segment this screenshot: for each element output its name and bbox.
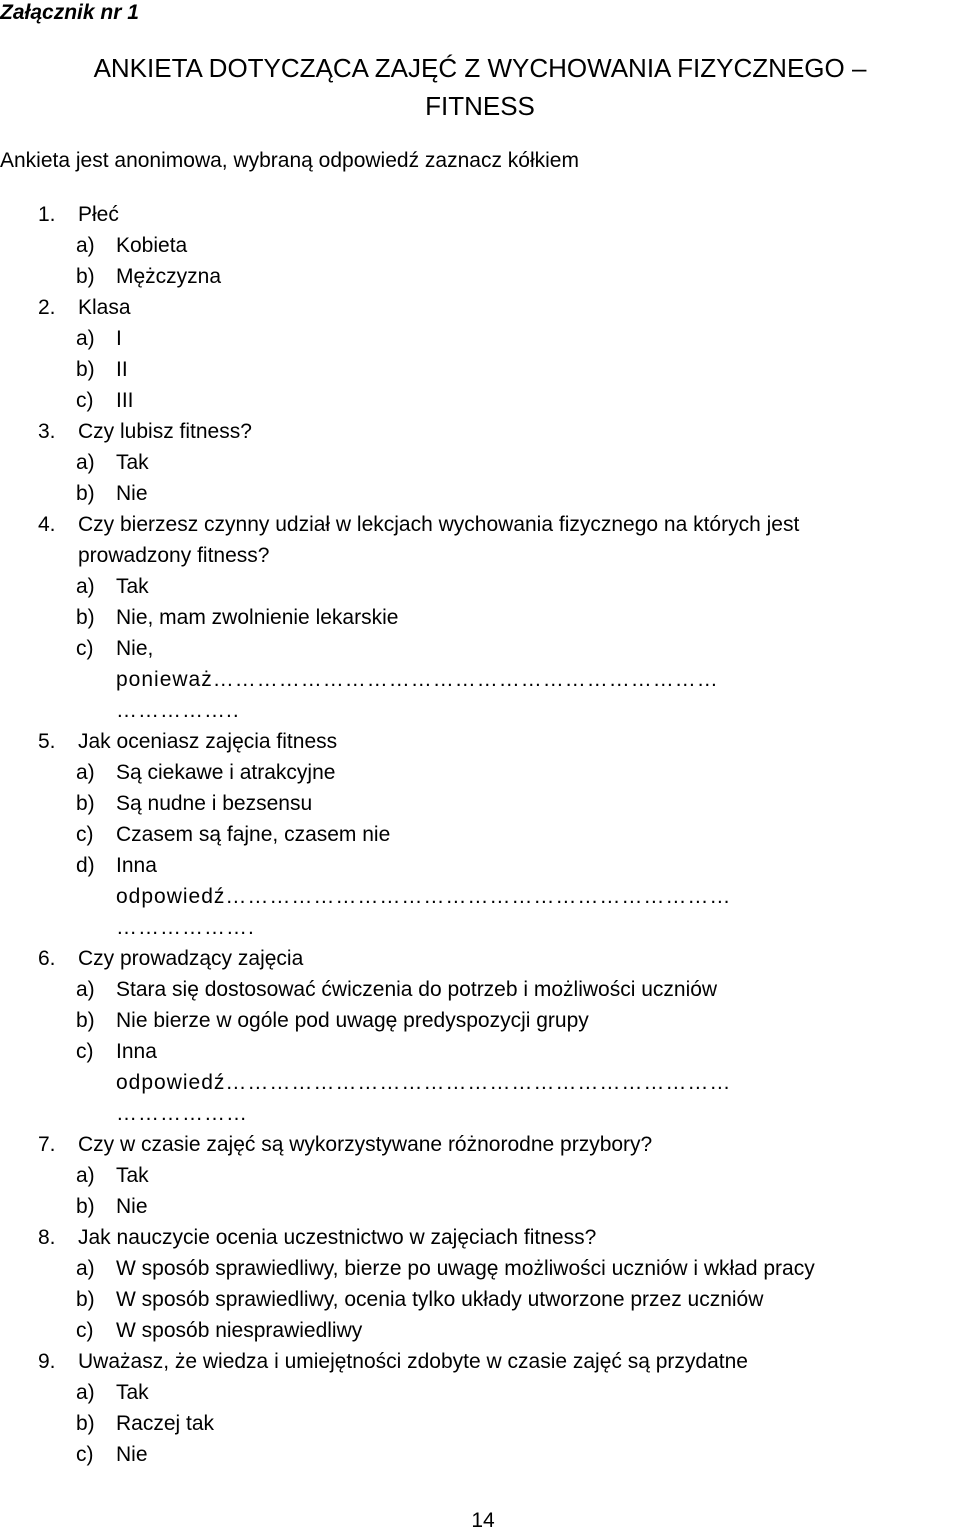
question-number: 1. xyxy=(38,203,56,226)
answer-fill-line[interactable] xyxy=(0,1070,960,1096)
fill-in-dots: odpowiedź…………………………………………………………… xyxy=(116,1071,732,1094)
option-letter: c) xyxy=(76,1443,94,1466)
question-text: Czy w czasie zajęć są wykorzystywane różnorodne przybory? xyxy=(78,1133,653,1156)
option-text: Nie, xyxy=(116,637,154,660)
answer-option[interactable] xyxy=(0,481,960,507)
question-number: 6. xyxy=(38,947,56,970)
annex-label: Załącznik nr 1 xyxy=(0,1,139,24)
option-text: W sposób sprawiedliwy, ocenia tylko układy utworzone przez uczniów xyxy=(116,1288,764,1311)
question-text: Jak oceniasz zajęcia fitness xyxy=(78,730,338,753)
option-text: Tak xyxy=(116,451,149,474)
option-letter: a) xyxy=(76,327,95,350)
answer-fill-line-2[interactable] xyxy=(0,1101,960,1127)
question-text: Uważasz, że wiedza i umiejętności zdobyte w czasie zajęć są przydatne xyxy=(78,1350,748,1373)
answer-fill-line[interactable] xyxy=(0,667,960,693)
option-letter: b) xyxy=(76,1288,95,1311)
question-6 xyxy=(0,946,960,972)
option-text: Tak xyxy=(116,575,149,598)
option-text: W sposób sprawiedliwy, bierze po uwagę możliwości uczniów i wkład pracy xyxy=(116,1257,815,1280)
option-letter: c) xyxy=(76,389,94,412)
answer-option[interactable] xyxy=(0,605,960,631)
fill-in-dots: ……………… xyxy=(116,1102,248,1125)
question-number: 8. xyxy=(38,1226,56,1249)
option-letter: a) xyxy=(76,451,95,474)
answer-option[interactable] xyxy=(0,1039,960,1065)
question-number: 9. xyxy=(38,1350,56,1373)
answer-option[interactable] xyxy=(0,326,960,352)
answer-option[interactable] xyxy=(0,1008,960,1034)
option-text: III xyxy=(116,389,134,412)
option-letter: a) xyxy=(76,1381,95,1404)
answer-option[interactable] xyxy=(0,233,960,259)
option-text: Inna xyxy=(116,854,157,877)
answer-option[interactable] xyxy=(0,388,960,414)
answer-fill-line-2[interactable] xyxy=(0,915,960,941)
option-text: Czasem są fajne, czasem nie xyxy=(116,823,391,846)
option-text: Są ciekawe i atrakcyjne xyxy=(116,761,336,784)
question-9 xyxy=(0,1349,960,1375)
fill-in-dots: ………………. xyxy=(116,916,255,939)
option-letter: d) xyxy=(76,854,95,877)
answer-option[interactable] xyxy=(0,1380,960,1406)
option-letter: a) xyxy=(76,761,95,784)
answer-option[interactable] xyxy=(0,1411,960,1437)
question-text: Czy prowadzący zajęcia xyxy=(78,947,304,970)
option-text: Tak xyxy=(116,1381,149,1404)
answer-option[interactable] xyxy=(0,574,960,600)
option-text: II xyxy=(116,358,128,381)
question-text-continued xyxy=(0,543,960,569)
option-letter: c) xyxy=(76,1319,94,1342)
answer-option[interactable] xyxy=(0,1256,960,1282)
option-text: Nie xyxy=(116,1195,148,1218)
option-letter: b) xyxy=(76,606,95,629)
option-letter: b) xyxy=(76,1195,95,1218)
page-number: 14 xyxy=(471,1509,495,1532)
question-text: Czy bierzesz czynny udział w lekcjach wychowania fizycznego na których jest xyxy=(78,513,800,536)
option-text: Nie xyxy=(116,1443,148,1466)
option-letter: a) xyxy=(76,575,95,598)
option-text: Mężczyzna xyxy=(116,265,222,288)
answer-fill-line-2[interactable] xyxy=(0,698,960,724)
question-text: Czy lubisz fitness? xyxy=(78,420,252,443)
option-letter: a) xyxy=(76,1164,95,1187)
page-title: ANKIETA DOTYCZĄCA ZAJĘĆ Z WYCHOWANIA FIZYCZNEGO – xyxy=(93,53,867,83)
option-text: Tak xyxy=(116,1164,149,1187)
question-4 xyxy=(0,512,960,538)
option-text: W sposób niesprawiedliwy xyxy=(116,1319,363,1342)
option-text: Inna xyxy=(116,1040,157,1063)
question-number: 5. xyxy=(38,730,56,753)
question-8 xyxy=(0,1225,960,1251)
answer-option[interactable] xyxy=(0,977,960,1003)
page-title-line2: FITNESS xyxy=(425,91,535,121)
answer-option[interactable] xyxy=(0,1442,960,1468)
option-letter: b) xyxy=(76,1009,95,1032)
answer-option[interactable] xyxy=(0,760,960,786)
option-letter: b) xyxy=(76,358,95,381)
option-letter: b) xyxy=(76,265,95,288)
answer-option[interactable] xyxy=(0,853,960,879)
option-letter: b) xyxy=(76,1412,95,1435)
option-letter: c) xyxy=(76,1040,94,1063)
answer-fill-line[interactable] xyxy=(0,884,960,910)
option-text: Są nudne i bezsensu xyxy=(116,792,313,815)
option-text: Kobieta xyxy=(116,234,188,257)
answer-option[interactable] xyxy=(0,636,960,662)
question-text: Jak nauczycie ocenia uczestnictwo w zajęciach fitness? xyxy=(78,1226,597,1249)
answer-option[interactable] xyxy=(0,1287,960,1313)
question-1 xyxy=(0,202,960,228)
option-text: Raczej tak xyxy=(116,1412,215,1435)
question-text: Płeć xyxy=(78,203,119,226)
option-letter: a) xyxy=(76,978,95,1001)
option-text: I xyxy=(116,327,122,350)
fill-in-dots: odpowiedź…………………………………………………………… xyxy=(116,885,732,908)
question-7 xyxy=(0,1132,960,1158)
option-text: Nie, mam zwolnienie lekarskie xyxy=(116,606,399,629)
answer-option[interactable] xyxy=(0,1318,960,1344)
answer-option[interactable] xyxy=(0,822,960,848)
question-number: 3. xyxy=(38,420,56,443)
option-text: Nie bierze w ogóle pod uwagę predyspozycji grupy xyxy=(116,1009,589,1032)
option-text: Stara się dostosować ćwiczenia do potrzeb i możliwości uczniów xyxy=(116,978,718,1001)
question-text-line2: prowadzony fitness? xyxy=(78,544,270,567)
answer-option[interactable] xyxy=(0,357,960,383)
question-3 xyxy=(0,419,960,445)
question-number: 2. xyxy=(38,296,56,319)
question-5 xyxy=(0,729,960,755)
fill-in-dots: …………….. xyxy=(116,699,240,722)
answer-option[interactable] xyxy=(0,1194,960,1220)
option-letter: b) xyxy=(76,792,95,815)
option-letter: b) xyxy=(76,482,95,505)
option-letter: a) xyxy=(76,1257,95,1280)
option-letter: a) xyxy=(76,234,95,257)
option-letter: c) xyxy=(76,823,94,846)
answer-option[interactable] xyxy=(0,264,960,290)
option-text: Nie xyxy=(116,482,148,505)
intro-text: Ankieta jest anonimowa, wybraną odpowiedź zaznacz kółkiem xyxy=(0,149,579,172)
question-2 xyxy=(0,295,960,321)
question-number: 4. xyxy=(38,513,56,536)
question-number: 7. xyxy=(38,1133,56,1156)
answer-option[interactable] xyxy=(0,450,960,476)
question-text: Klasa xyxy=(78,296,131,319)
option-letter: c) xyxy=(76,637,94,660)
answer-option[interactable] xyxy=(0,1163,960,1189)
fill-in-dots: ponieważ…………………………………………………………… xyxy=(116,668,719,691)
answer-option[interactable] xyxy=(0,791,960,817)
